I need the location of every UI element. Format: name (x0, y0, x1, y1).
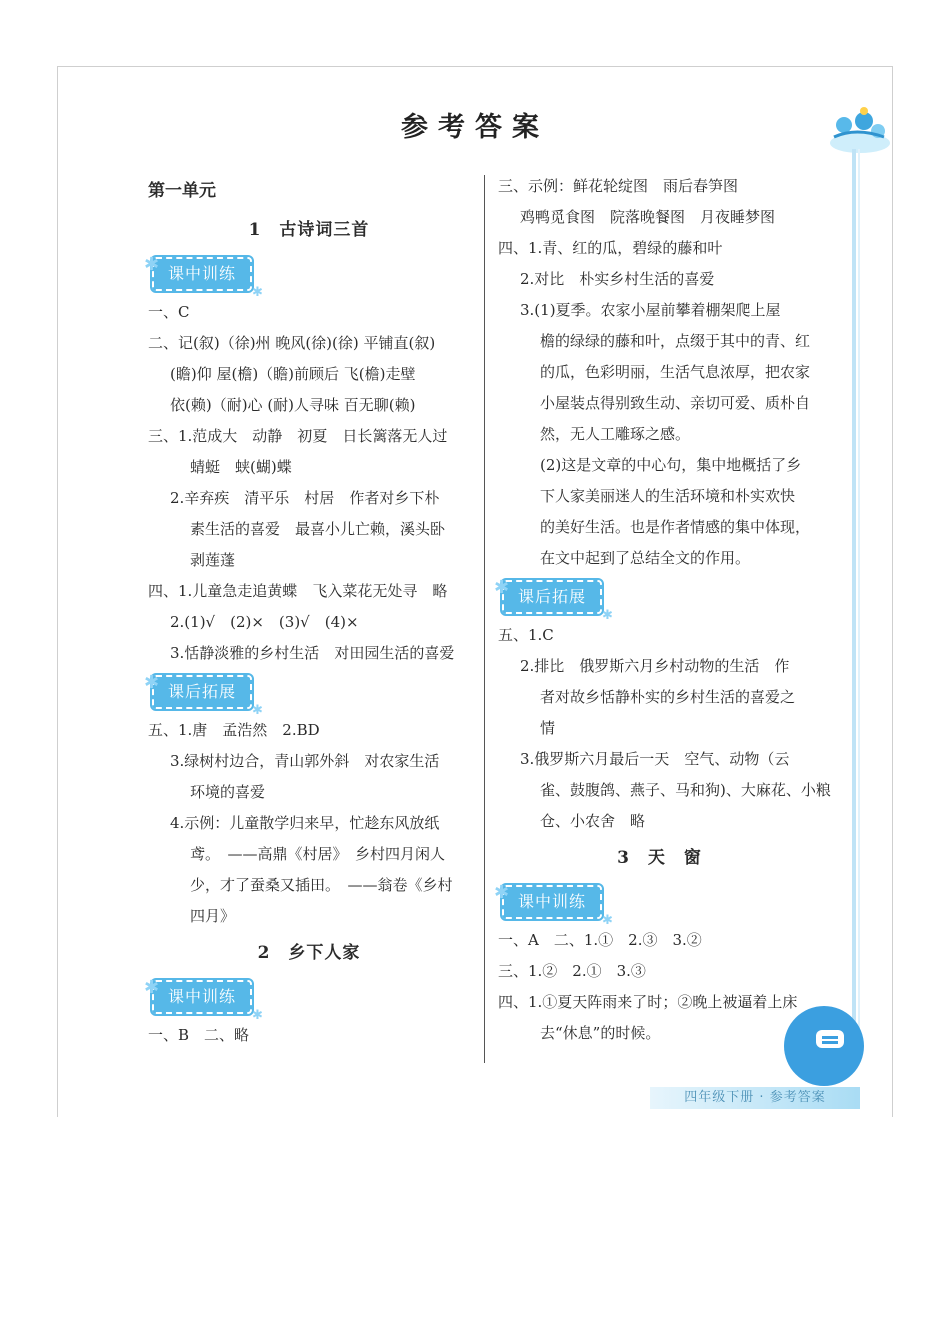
answer-line: 三、1.范成大 动静 初夏 日长篱落无人过 (148, 427, 448, 445)
answer-line: 小屋装点得别致生动、亲切可爱、质朴自 (540, 394, 811, 412)
answer-line: 少，才了蚕桑又插田。 ——翁卷《乡村 (190, 876, 453, 894)
answer-line: 2.排比 俄罗斯六月乡村动物的生活 作 (520, 657, 790, 675)
left-column (144, 173, 470, 1051)
answer-line: 2.(1)√ (2)× (3)√ (4)× (170, 613, 359, 631)
section-badge: 课中训练 (152, 257, 252, 291)
snowflake-icon: ✱ (144, 672, 160, 693)
answer-line: 环境的喜爱 (190, 783, 266, 801)
answer-line: 四、1.青、红的瓜，碧绿的藤和叶 (498, 239, 723, 257)
snowflake-icon: ✱ (494, 882, 510, 903)
answer-line: 鸢。 ——高鼎《村居》 乡村四月闲人 (190, 845, 446, 863)
answer-line: 二、记(叙)（徐)州 晚风(徐)(徐) 平铺直(叙) (148, 334, 436, 352)
answer-line: 2.对比 朴实乡村生活的喜爱 (520, 270, 715, 288)
margin-rule (852, 149, 856, 1061)
answer-line: 者对故乡恬静朴实的乡村生活的喜爱之 (540, 688, 796, 706)
answer-line: 四、1.儿童急走追黄蝶 飞入菜花无处寻 略 (148, 582, 448, 600)
column-divider (484, 175, 485, 1063)
answer-line: 3.俄罗斯六月最后一天 空气、动物（云 (520, 750, 790, 768)
section-badge-row (144, 251, 470, 300)
tab-glyph-icon (816, 1030, 844, 1048)
answer-line: 情 (540, 719, 556, 737)
snowflake-icon: ✱ (144, 254, 160, 275)
answer-line: 一、B 二、略 (148, 1026, 250, 1044)
answer-line: 雀、鼓腹鸽、燕子、马和狗)、大麻花、小粮 (540, 781, 831, 799)
answer-line: 檐的绿绿的藤和叶，点缀于其中的青、红 (540, 332, 811, 350)
answer-line: 去“休息”的时候。 (540, 1024, 661, 1042)
answer-line: 3.(1)夏季。农家小屋前攀着棚架爬上屋 (520, 301, 781, 319)
snowflake-icon: ✱ (144, 977, 160, 998)
answer-line: 剥莲蓬 (190, 551, 236, 569)
tab-glyph-bar (822, 1041, 838, 1044)
answer-line: 然，无人工雕琢之感。 (540, 425, 691, 443)
answer-line: 3.绿树村边合，青山郭外斜 对农家生活 (170, 752, 440, 770)
answer-line: 素生活的喜爱 最喜小儿亡赖，溪头卧 (190, 520, 446, 538)
margin-rule-light (858, 149, 860, 1061)
unit-heading: 第一单元 (148, 181, 216, 201)
section-badge-row (144, 669, 470, 718)
answer-page (57, 66, 893, 1117)
tab-glyph-bar (822, 1036, 838, 1039)
answer-line: (2)这是文章的中心句，集中地概括了乡 (540, 456, 802, 474)
section-badge: 课中训练 (502, 885, 602, 919)
lesson-heading: 3 天 窗 (617, 848, 702, 868)
answer-line: 四月》 (190, 907, 236, 925)
answer-line: 仓、小农舍 略 (540, 812, 646, 830)
section-badge: 课中训练 (152, 980, 252, 1014)
right-column (494, 171, 831, 1049)
answer-line: 五、1.C (498, 626, 554, 644)
answer-line: 依(赖)（耐)心 (耐)人寻味 百无聊(赖) (170, 396, 416, 414)
page-title: 参考答案 (401, 112, 549, 143)
answer-line: 蜻蜓 蛱(蝴)蝶 (190, 458, 292, 476)
answer-line: (瞻)仰 屋(檐)（瞻)前顾后 飞(檐)走壁 (170, 365, 416, 383)
snowflake-icon: ✱ (252, 1008, 263, 1023)
section-badge-row (494, 879, 821, 928)
answer-line: 的美好生活。也是作者情感的集中体现， (540, 518, 811, 536)
answer-line: 下人家美丽迷人的生活环境和朴实欢快 (540, 487, 796, 505)
section-badge-row (144, 974, 470, 1023)
answer-line: 一、C (148, 303, 190, 321)
section-badge: 课后拓展 (502, 580, 602, 614)
answer-line: 四、1.①夏天阵雨来了时；②晚上被逼着上床 (498, 993, 798, 1011)
answer-line: 4.示例：儿童散学归来早，忙趁东风放纸 (170, 814, 440, 832)
answer-line: 五、1.唐 孟浩然 2.BD (148, 721, 320, 739)
answer-line: 2.辛弃疾 清平乐 村居 作者对乡下朴 (170, 489, 440, 507)
snowflake-icon: ✱ (252, 285, 263, 300)
footer-label: 四年级下册 · 参考答案 (650, 1087, 860, 1109)
answer-line: 鸡鸭觅食图 院落晚餐图 月夜睡梦图 (520, 208, 776, 226)
answer-line: 3.恬静淡雅的乡村生活 对田园生活的喜爱 (170, 644, 455, 662)
snowflake-icon: ✱ (252, 703, 263, 718)
snowflake-icon: ✱ (602, 608, 613, 623)
answer-line: 一、A 二、1.① 2.③ 3.② (498, 931, 702, 949)
snowflake-icon: ✱ (602, 913, 613, 928)
answer-line: 在文中起到了总结全文的作用。 (540, 549, 751, 567)
lesson-heading: 2 乡下人家 (257, 943, 361, 963)
kids-illustration-icon (822, 103, 892, 159)
answer-line: 三、示例：鲜花轮绽图 雨后春笋图 (498, 177, 739, 195)
snowflake-icon: ✱ (494, 577, 510, 598)
section-badge: 课后拓展 (152, 675, 252, 709)
answer-line: 的瓜，色彩明丽，生活气息浓厚，把农家 (540, 363, 811, 381)
section-badge-row (494, 574, 821, 623)
answer-line: 三、1.② 2.① 3.③ (498, 962, 646, 980)
lesson-heading: 1 古诗词三首 (248, 220, 370, 240)
